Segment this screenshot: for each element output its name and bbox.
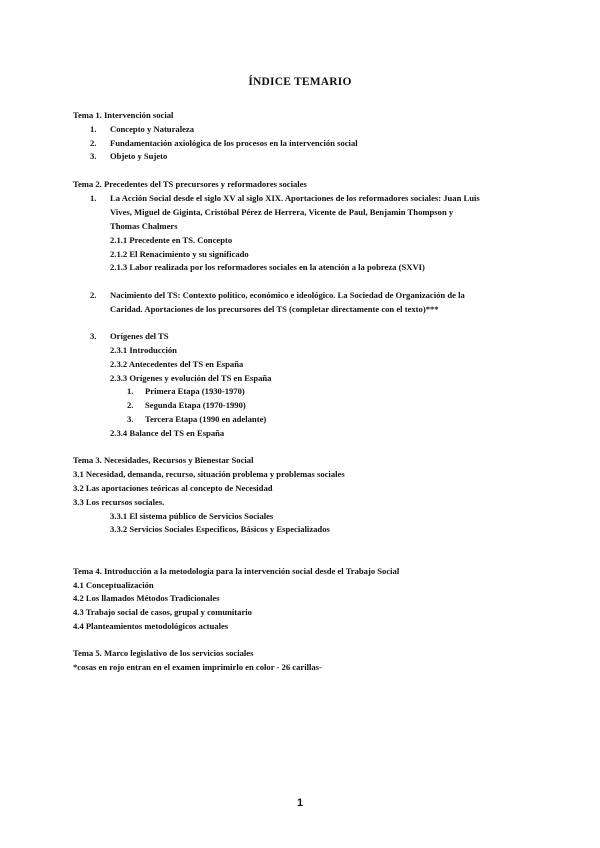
subsection-item: 4.4 Planteamientos metodológicos actuales bbox=[73, 621, 229, 631]
list-number: 3. bbox=[90, 151, 97, 161]
list-text: Nacimiento del TS: Contexto político, económico e ideológico. La Sociedad de Organización de la bbox=[110, 290, 465, 300]
subsection-item: 4.1 Conceptualización bbox=[73, 580, 154, 590]
list-number: 2. bbox=[90, 290, 97, 300]
list-number: 1. bbox=[90, 193, 97, 203]
subsection-item: 2.3.2 Antecedentes del TS en España bbox=[110, 359, 244, 369]
list-text: Fundamentación axiológica de los procesos en la intervención social bbox=[110, 138, 358, 148]
list-text: Segunda Etapa (1970-1990) bbox=[145, 400, 246, 410]
subsection-item: 2.3.3 Orígenes y evolución del TS en España bbox=[110, 373, 272, 383]
list-number: 2. bbox=[90, 138, 97, 148]
list-item bbox=[127, 400, 246, 411]
page-number: 1 bbox=[296, 797, 304, 809]
list-item bbox=[90, 138, 358, 149]
list-text: Primera Etapa (1930-1970) bbox=[145, 386, 245, 396]
list-text: Tercera Etapa (1990 en adelante) bbox=[145, 414, 267, 424]
subsection-item: 4.2 Los llamados Métodos Tradicionales bbox=[73, 593, 220, 603]
tema4-heading: Tema 4. Introducción a la metodología para la intervención social desde el Trabajo Social bbox=[73, 566, 400, 576]
exam-note: *cosas en rojo entran en el examen imprimirlo en color - 26 carillas- bbox=[73, 662, 322, 672]
list-text: Concepto y Naturaleza bbox=[110, 124, 195, 134]
list-number: 1. bbox=[127, 386, 134, 396]
list-number: 2. bbox=[127, 400, 134, 410]
subsection-item: 3.3.1 El sistema público de Servicios Sociales bbox=[110, 511, 274, 521]
list-number: 1. bbox=[90, 124, 97, 134]
list-item bbox=[90, 331, 169, 342]
list-text: Objeto y Sujeto bbox=[110, 151, 168, 161]
document-title: ÍNDICE TEMARIO bbox=[248, 76, 352, 88]
list-text-continued: Vives, Miguel de Giginta, Cristóbal Pérez de Herrera, Vicente de Paul, Benjamin Thompson y bbox=[110, 207, 454, 217]
list-text-continued: Caridad. Aportaciones de los precursores del TS (completar directamente con el texto)*** bbox=[110, 304, 439, 314]
subsection-item: 3.3.2 Servicios Sociales Específicos, Básicos y Especializados bbox=[110, 524, 330, 534]
list-item bbox=[90, 151, 168, 162]
subsection-item: 3.2 Las aportaciones teóricas al concepto de Necesidad bbox=[73, 483, 273, 493]
tema5-heading: Tema 5. Marco legislativo de los servicios sociales bbox=[73, 648, 254, 658]
subsection-item: 2.3.1 Introducción bbox=[110, 345, 177, 355]
list-text: Orígenes del TS bbox=[110, 331, 169, 341]
tema3-heading: Tema 3. Necesidades, Recursos y Bienestar Social bbox=[73, 455, 254, 465]
subsection-item: 3.1 Necesidad, demanda, recurso, situación problema y problemas sociales bbox=[73, 469, 345, 479]
list-number: 3. bbox=[127, 414, 134, 424]
list-text: La Acción Social desde el siglo XV al siglo XIX. Aportaciones de los reformadores sociales: Juan Luis bbox=[110, 193, 480, 203]
list-text-continued: Thomas Chalmers bbox=[110, 221, 178, 231]
subsection-item: 2.1.3 Labor realizada por los reformadores sociales en la atención a la pobreza (SXVI) bbox=[110, 262, 425, 272]
subsection-item: 2.1.1 Precedente en TS. Concepto bbox=[110, 235, 233, 245]
list-number: 3. bbox=[90, 331, 97, 341]
tema2-heading: Tema 2. Precedentes del TS precursores y reformadores sociales bbox=[73, 179, 307, 189]
list-item bbox=[127, 386, 245, 397]
tema1-heading: Tema 1. Intervención social bbox=[73, 110, 174, 120]
list-item bbox=[90, 290, 465, 301]
subsection-item: 2.3.4 Balance del TS en España bbox=[110, 428, 225, 438]
list-item bbox=[127, 414, 267, 425]
subsection-item: 3.3 Los recursos sociales. bbox=[73, 497, 165, 507]
list-item bbox=[90, 193, 480, 204]
list-item bbox=[90, 124, 195, 135]
subsection-item: 2.1.2 El Renacimiento y su significado bbox=[110, 249, 249, 259]
subsection-item: 4.3 Trabajo social de casos, grupal y comunitario bbox=[73, 607, 252, 617]
